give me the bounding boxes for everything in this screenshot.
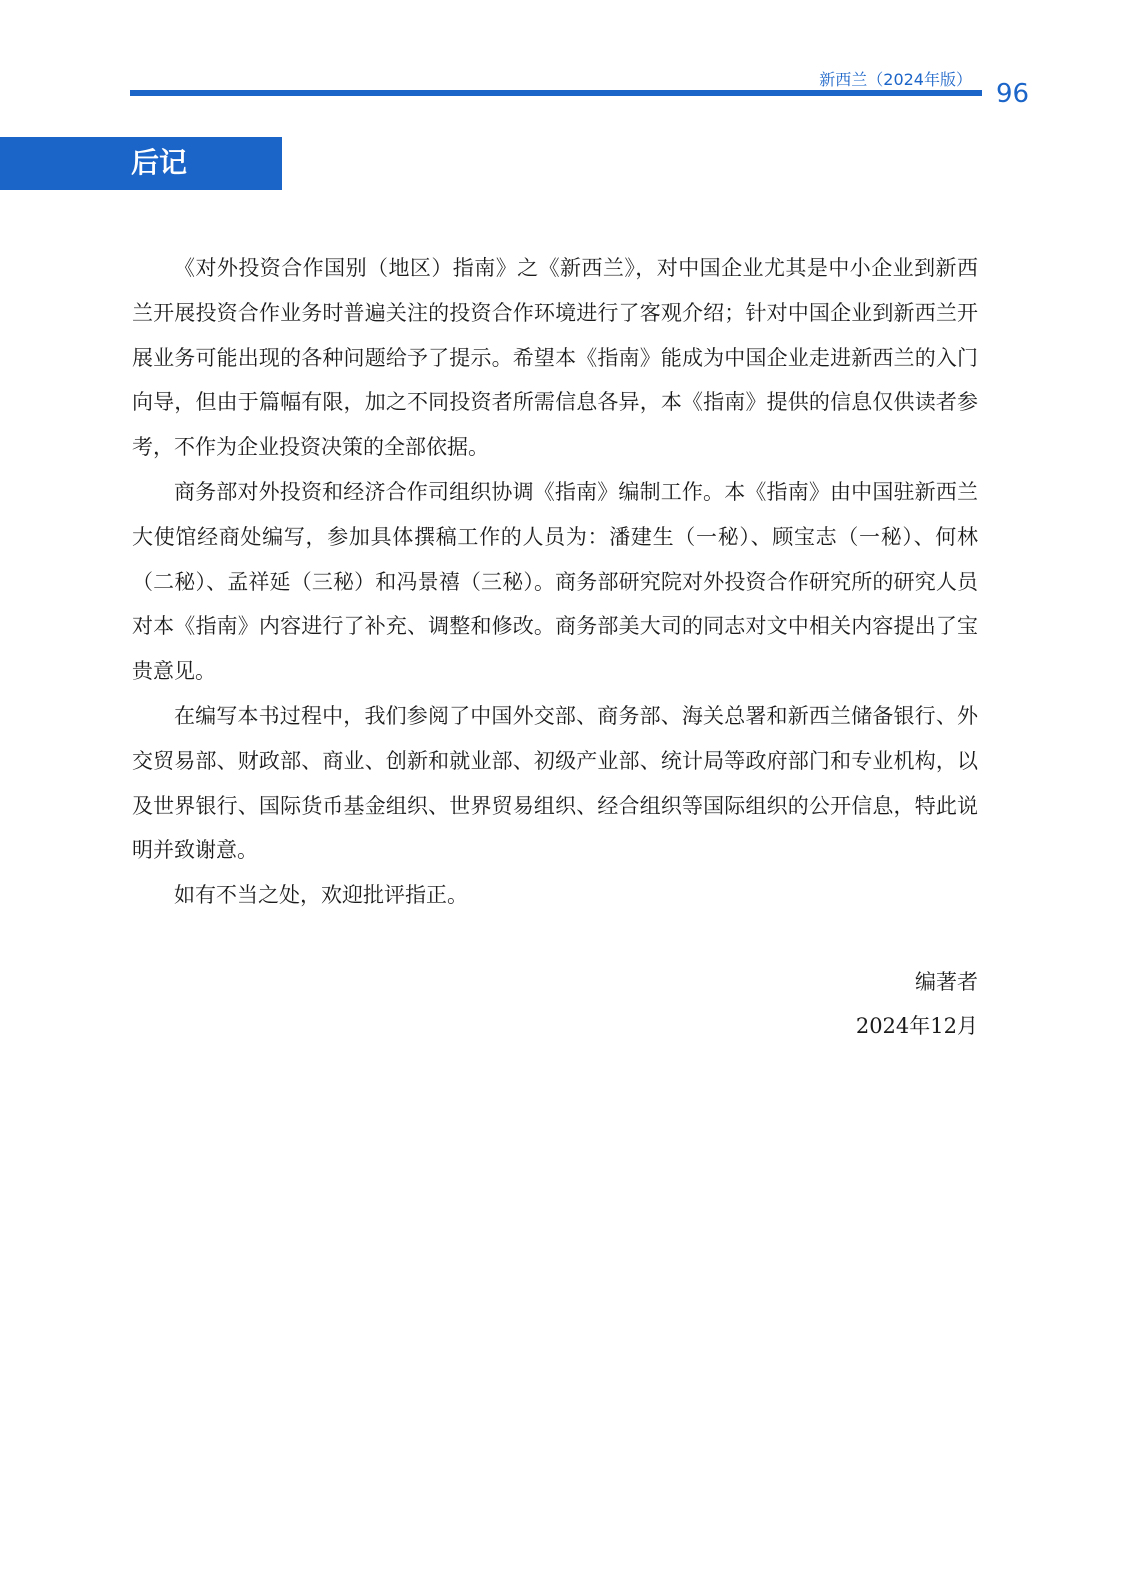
paragraph: 《对外投资合作国别（地区）指南》之《新西兰》，对中国企业尤其是中小企业到新西兰开展投资合作业务时普遍关注的投资合作环境进行了客观介绍；针对中国企业到新西兰开展业务可能出现的各种问题给予了提示。希望本《指南》能成为中国企业走进新西兰的入门向导，但由于篇幅有限，加之不同投资者所需信息各异，本《指南》提供的信息仅供读者参考，不作为企业投资决策的全部依据。 <box>132 256 978 460</box>
running-header-title: 新西兰（2024年版） <box>819 70 972 89</box>
paragraph: 商务部对外投资和经济合作司组织协调《指南》编制工作。本《指南》由中国驻新西兰大使馆经商处编写，参加具体撰稿工作的人员为：潘建生（一秘）、顾宝志（一秘）、何林（二秘）、孟祥延（三秘）和冯景禧（三秘）。商务部研究院对外投资合作研究所的研究人员对本《指南》内容进行了补充、调整和修改。商务部美大司的同志对文中相关内容提出了宝贵意见。 <box>132 479 978 684</box>
signature-block <box>132 960 978 1048</box>
paragraph: 如有不当之处，欢迎批评指正。 <box>174 883 468 908</box>
signature-author: 编著者 <box>915 970 978 994</box>
section-title: 后记 <box>131 146 188 179</box>
body-text <box>132 246 978 918</box>
paragraph: 在编写本书过程中，我们参阅了中国外交部、商务部、海关总署和新西兰储备银行、外交贸易部、财政部、商业、创新和就业部、初级产业部、统计局等政府部门和专业机构，以及世界银行、国际货币基金组织、世界贸易组织、经合组织等国际组织的公开信息，特此说明并致谢意。 <box>132 703 978 863</box>
signature-date: 2024年12月 <box>855 1014 978 1038</box>
page-number: 96 <box>996 79 1030 109</box>
header-rule <box>130 90 982 96</box>
section-banner <box>0 137 282 190</box>
